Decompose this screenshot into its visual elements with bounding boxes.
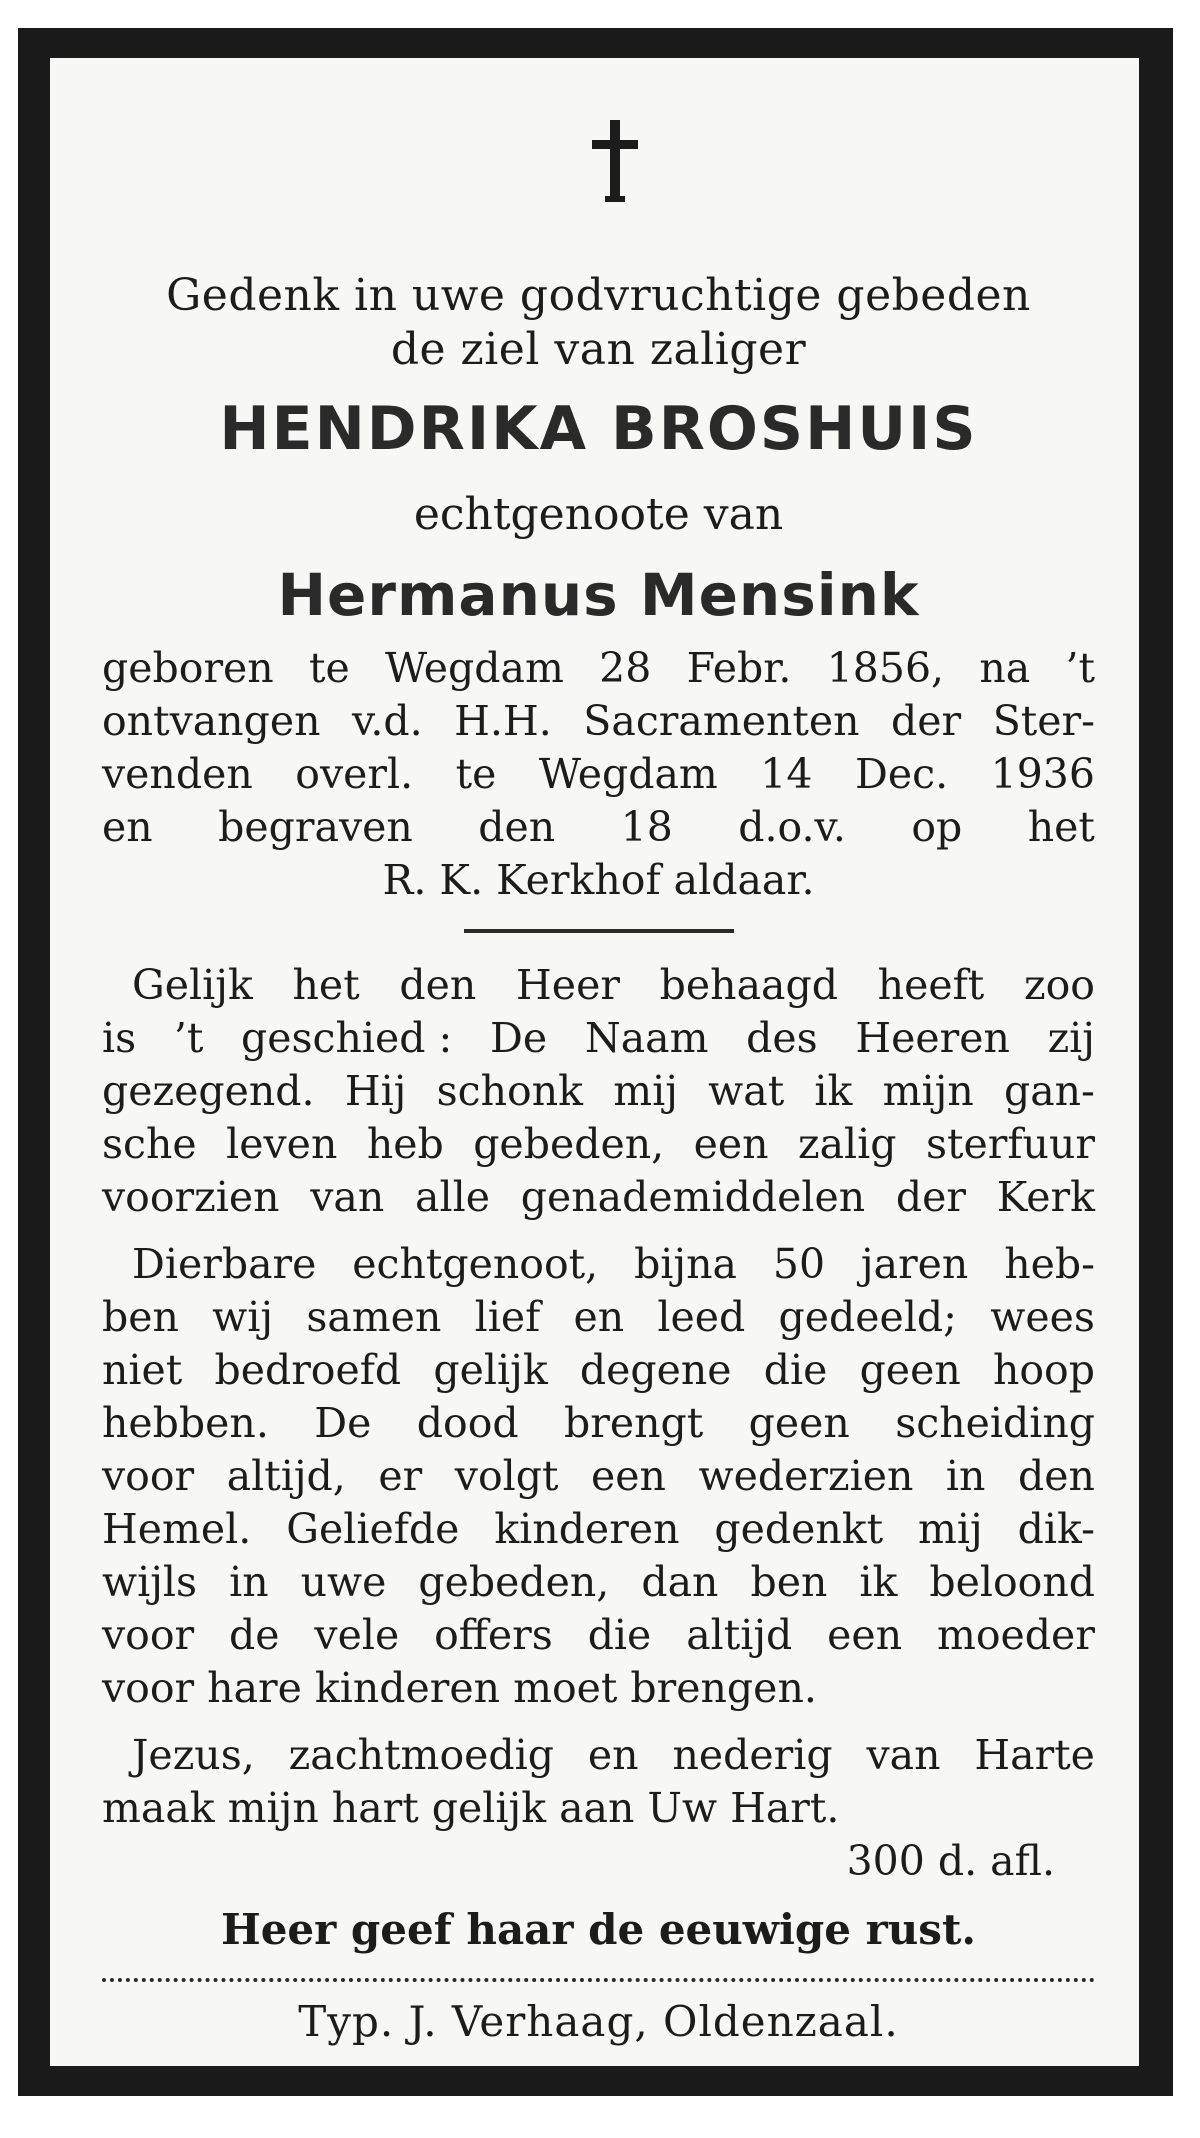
text-line [102,854,1095,907]
latin-cross-icon [588,120,642,202]
text-word: gan- [1003,1067,1095,1115]
divider-rule [464,929,734,933]
text-word: v.d. [352,697,423,745]
text-word: echtgenoot, [352,1240,599,1288]
text-word: begraven [218,803,413,851]
text-word: behaagd [659,961,838,1009]
text-word: den [1018,1452,1095,1500]
text-word: van [866,1731,941,1779]
text-word: in [945,1452,986,1500]
text-word: Dierbare [132,1240,317,1288]
text-word: Dec. [854,750,949,798]
text-word: een [693,1120,769,1168]
paragraph-farewell [102,1238,1095,1715]
text-word: het [1027,803,1095,851]
text-word: 14 [760,750,813,798]
text-word: voor hare kinderen moet brengen. [102,1664,817,1712]
text-word: brengt [564,1399,704,1447]
text-word: sterfuur [925,1120,1095,1168]
prayer [102,1729,1095,1835]
text-word: te [308,644,350,692]
text-word: zij [1047,1014,1095,1062]
text-word: altijd, [226,1452,346,1500]
text-line [102,801,1095,854]
text-word: degene [579,1346,732,1394]
text-word: bijna [634,1240,737,1288]
dotted-divider [102,1978,1095,1982]
text-word: gedeeld; [778,1293,957,1341]
text-word: venden [102,750,253,798]
text-word: op [911,803,963,851]
text-word: niet [102,1346,183,1394]
text-word: Heeren [855,1014,1010,1062]
text-line [102,695,1095,748]
text-word: ik [814,1067,853,1115]
text-word: 28 [599,644,652,692]
text-word: heb [366,1120,444,1168]
text-word: hoop [992,1346,1095,1394]
text-word: Kerk [996,1173,1095,1221]
text-line [102,1729,1095,1782]
text-line [102,1291,1095,1344]
text-word: jaren [860,1240,969,1288]
text-word: der [891,697,962,745]
text-word: der [895,1173,966,1221]
text-word: 1856, [826,644,945,692]
text-word: Naam [584,1014,709,1062]
text-word: geschied : [240,1014,453,1062]
rest-line: Heer geef haar de eeuwige rust. [221,1905,976,1954]
text-word: 50 [772,1240,826,1288]
intro-line-1: Gedenk in uwe godvruchtige gebeden [166,270,1031,321]
memorial-card-border [18,28,1173,2096]
text-word: er [378,1452,423,1500]
text-word: R. K. Kerkhof aldaar. [382,856,815,904]
text-word: is [102,1014,137,1062]
text-word: Wegdam [538,750,718,798]
text-line [102,1397,1095,1450]
text-word: wederzien [698,1452,914,1500]
text-word: heb- [1004,1240,1095,1288]
paragraph-will [102,959,1095,1224]
text-word: ik [859,1558,898,1606]
text-word: het [292,961,360,1009]
text-word: kinderen [494,1505,680,1553]
text-word: na [979,644,1031,692]
text-word: de [229,1611,280,1659]
text-word: Heer [516,961,620,1009]
text-word: mij [918,1505,983,1553]
text-word: De [490,1014,548,1062]
text-word: genademiddelen [520,1173,866,1221]
text-line [102,1782,1095,1835]
text-word: voor [102,1611,195,1659]
text-word: sche [102,1120,197,1168]
text-line [102,1012,1095,1065]
text-word: offers [434,1611,553,1659]
text-word: gebeden, [473,1120,665,1168]
text-word: beloond [929,1558,1095,1606]
memorial-card [50,58,1139,2066]
text-word: den [478,803,556,851]
text-word: geen [859,1346,961,1394]
text-word: uwe [300,1558,387,1606]
text-word: des [746,1014,818,1062]
text-word: Wegdam [385,644,564,692]
text-word: Gelijk [132,961,253,1009]
text-word: moeder [936,1611,1095,1659]
text-word: gebeden, [418,1558,610,1606]
text-word: een [591,1452,666,1500]
text-word: Jezus, [132,1731,255,1779]
text-word: zalig [798,1120,897,1168]
text-word: schonk [436,1067,583,1115]
text-word: ben [750,1558,828,1606]
text-line [102,748,1095,801]
text-word: Ster- [992,697,1095,745]
biography [102,642,1095,907]
text-word: voorzien [102,1173,280,1221]
text-word: wees [990,1293,1095,1341]
text-word: een [827,1611,903,1659]
text-word: ’t [1065,644,1095,692]
printer-credit: Typ. J. Verhaag, Oldenzaal. [298,1997,899,2046]
text-word: die [587,1611,652,1659]
text-line [102,1503,1095,1556]
text-word: ontvangen [102,697,321,745]
text-line [102,1065,1095,1118]
text-word: Febr. [686,644,792,692]
text-word: te [455,750,497,798]
indulgence-note: 300 d. afl. [846,1837,1055,1885]
text-word: heeft [877,961,985,1009]
text-word: en [587,1731,639,1779]
text-word: gelijk [433,1346,548,1394]
text-line [102,959,1095,1012]
spouse-name: Hermanus Mensink [277,561,920,629]
text-line [102,1344,1095,1397]
text-word: van [310,1173,385,1221]
text-word: leven [226,1120,338,1168]
text-word: ben [102,1293,179,1341]
text-word: gezegend. [102,1067,315,1115]
text-word: scheiding [895,1399,1095,1447]
text-line [102,1450,1095,1503]
text-word: volgt [454,1452,559,1500]
text-word: leed [657,1293,746,1341]
text-word: geen [748,1399,850,1447]
text-word: Geliefde [286,1505,460,1553]
text-word: geboren [102,644,274,692]
text-line [102,642,1095,695]
text-word: Hemel. [102,1505,252,1553]
text-word: maak mijn hart gelijk aan Uw Hart. [102,1784,840,1832]
text-line [102,1556,1095,1609]
text-word: die [763,1346,828,1394]
text-word: in [229,1558,269,1606]
text-word: wijls [102,1558,198,1606]
text-word: ’t [173,1014,204,1062]
text-word: gedenkt [714,1505,884,1553]
text-word: altijd [686,1611,793,1659]
text-word: dood [416,1399,519,1447]
text-word: mij [613,1067,678,1115]
text-word: voor [102,1452,195,1500]
text-word: zoo [1023,961,1095,1009]
text-line [102,1171,1095,1224]
text-word: en [573,1293,625,1341]
text-word: 1936 [990,750,1095,798]
text-word: bedroefd [214,1346,402,1394]
text-word: nederig [672,1731,833,1779]
text-word: dan [641,1558,719,1606]
text-word: hebben. [102,1399,269,1447]
text-word: vele [314,1611,400,1659]
text-word: De [314,1399,372,1447]
text-line [102,1609,1095,1662]
text-word: mijn [882,1067,974,1115]
text-word: 18 [620,803,673,851]
text-word: H.H. [454,697,552,745]
text-word: dik- [1017,1505,1095,1553]
text-line [102,1662,1095,1715]
text-word: den [399,961,477,1009]
text-word: en [102,803,153,851]
text-line [102,1238,1095,1291]
relation-line: echtgenoote van [413,489,784,540]
text-word: Hij [344,1067,407,1115]
text-word: wij [212,1293,274,1341]
text-word: Harte [974,1731,1095,1779]
text-word: overl. [295,750,414,798]
text-line [102,1118,1095,1171]
text-word: d.o.v. [738,803,846,851]
deceased-name: HENDRIKA BROSHUIS [219,394,978,464]
text-word: Sacramenten [583,697,860,745]
intro-line-2: de ziel van zaliger [390,324,807,375]
text-word: alle [415,1173,490,1221]
text-word: wat [708,1067,785,1115]
text-word: lief [474,1293,541,1341]
text-word: zachtmoedig [288,1731,554,1779]
text-word: samen [306,1293,442,1341]
